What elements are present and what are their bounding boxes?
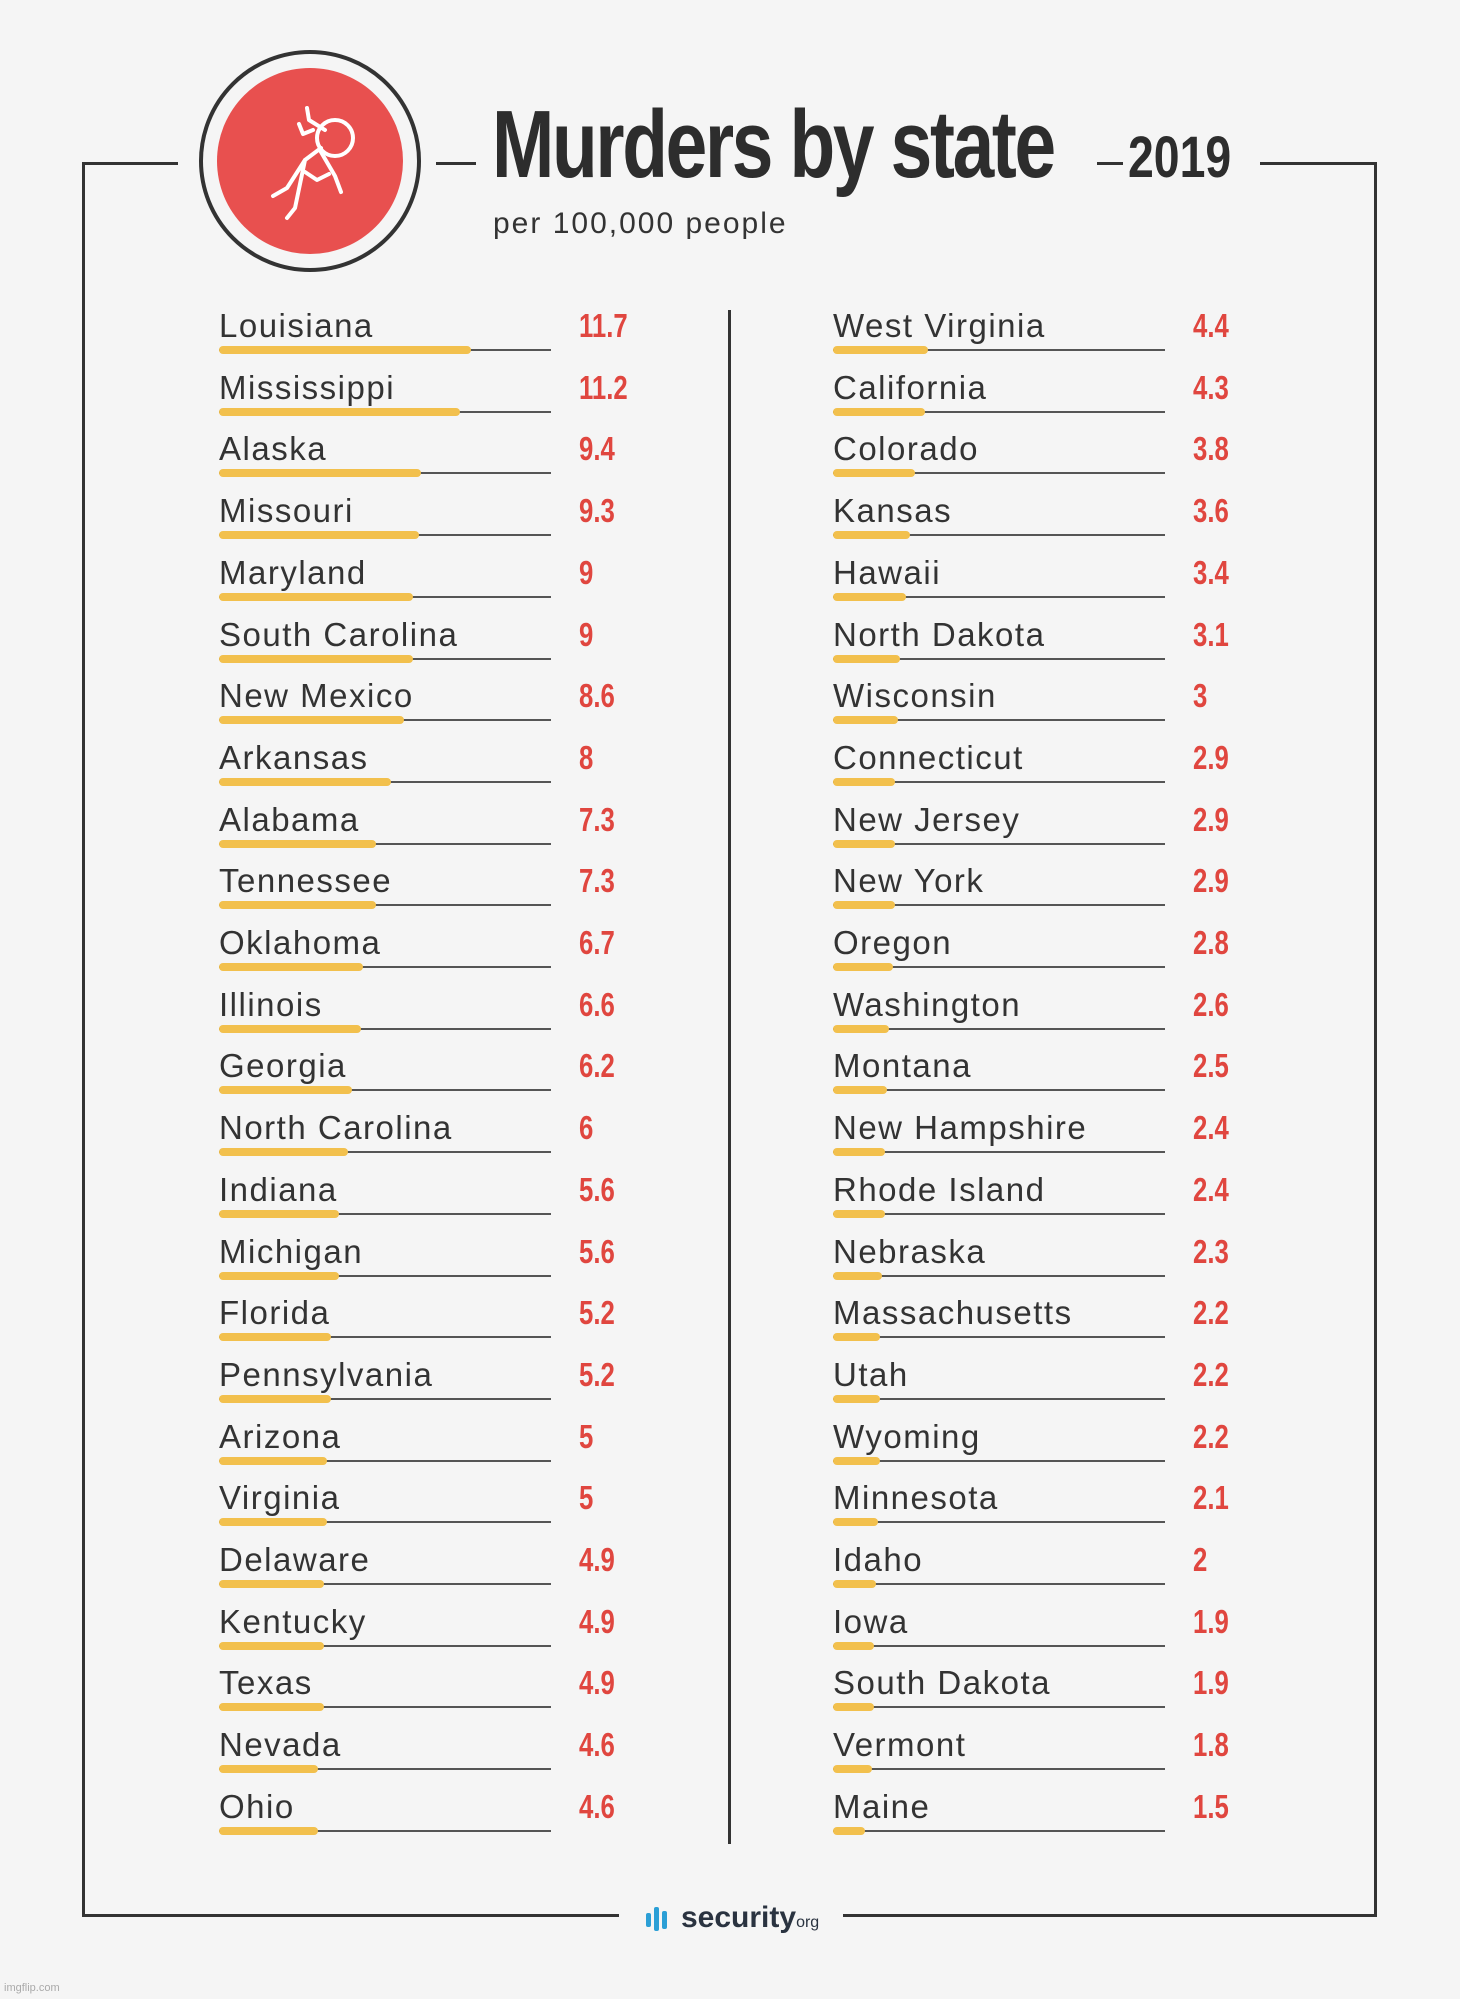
state-row — [219, 304, 639, 366]
state-name: New York — [833, 862, 985, 900]
state-value: 5.6 — [579, 1170, 615, 1208]
state-row — [833, 1661, 1253, 1723]
frame-left — [82, 162, 85, 1917]
state-row — [833, 859, 1253, 921]
state-row — [219, 674, 639, 736]
state-row — [833, 1476, 1253, 1538]
state-row — [833, 1600, 1253, 1662]
state-name: Mississippi — [219, 368, 396, 406]
frame-right — [1374, 162, 1377, 1917]
value-bar — [219, 1272, 339, 1280]
state-name: West Virginia — [833, 307, 1046, 344]
state-row — [833, 613, 1253, 675]
state-row — [833, 983, 1253, 1045]
state-name: Massachusetts — [833, 1294, 1073, 1332]
state-name: Arizona — [219, 1417, 342, 1455]
state-row — [833, 1291, 1253, 1353]
state-row — [219, 427, 639, 489]
state-value: 3.1 — [1193, 615, 1229, 653]
state-row — [833, 1044, 1253, 1106]
brand-suffix: org — [796, 1914, 820, 1931]
state-name: Wisconsin — [833, 677, 997, 715]
state-value: 5.2 — [579, 1355, 615, 1393]
state-row — [833, 736, 1253, 798]
state-row — [219, 921, 639, 983]
state-value: 1.5 — [1193, 1787, 1229, 1825]
state-value: 8 — [579, 738, 594, 776]
state-name: Pennsylvania — [219, 1355, 434, 1393]
state-row — [833, 304, 1253, 366]
state-row — [833, 1230, 1253, 1292]
state-row — [833, 1353, 1253, 1415]
state-row — [219, 736, 639, 798]
security-bars-icon — [645, 1903, 673, 1933]
value-bar — [219, 1457, 327, 1465]
state-name: Oregon — [833, 924, 953, 961]
state-value: 3.6 — [1193, 492, 1229, 530]
state-name: South Dakota — [833, 1664, 1051, 1702]
value-bar — [833, 1580, 876, 1588]
state-value: 5 — [579, 1479, 594, 1517]
value-bar — [219, 1580, 324, 1588]
value-bar — [219, 1765, 318, 1773]
state-name: Indiana — [219, 1170, 338, 1208]
value-bar — [219, 1210, 339, 1218]
state-name: Nevada — [219, 1726, 342, 1764]
image-credit: imgflip.com — [4, 1982, 60, 1994]
value-bar — [219, 1395, 331, 1403]
state-name: Delaware — [219, 1541, 371, 1578]
state-name: Maine — [833, 1787, 931, 1825]
value-bar — [833, 1148, 885, 1156]
state-value: 2.6 — [1193, 985, 1229, 1023]
state-value: 11.2 — [579, 368, 628, 406]
row-rule — [833, 1336, 1165, 1338]
row-rule — [833, 1460, 1165, 1462]
brand-logo — [645, 1898, 819, 1938]
state-row — [219, 1353, 639, 1415]
value-bar — [219, 963, 363, 971]
state-name: Alaska — [219, 430, 328, 468]
state-value: 2.2 — [1193, 1294, 1229, 1332]
frame-title-dash-2 — [1097, 162, 1123, 165]
value-bar — [219, 655, 413, 663]
row-rule — [833, 1398, 1165, 1400]
state-value: 9.3 — [579, 492, 615, 530]
value-bar — [219, 1518, 327, 1526]
state-row — [219, 1723, 639, 1785]
value-bar — [833, 593, 906, 601]
row-rule — [833, 1706, 1165, 1708]
value-bar — [219, 840, 376, 848]
state-row — [833, 1106, 1253, 1168]
state-name: Kentucky — [219, 1602, 367, 1640]
state-row — [219, 366, 639, 428]
value-bar — [833, 346, 928, 354]
state-value: 6 — [579, 1109, 594, 1147]
state-name: Idaho — [833, 1541, 924, 1578]
state-row — [833, 921, 1253, 983]
value-bar — [833, 840, 895, 848]
state-row — [219, 1415, 639, 1477]
state-name: Wyoming — [833, 1417, 981, 1455]
state-name: Maryland — [219, 553, 367, 591]
value-bar — [833, 716, 898, 724]
state-row — [833, 551, 1253, 613]
state-value: 2.8 — [1193, 924, 1229, 961]
page-title: Murders by state — [492, 91, 1054, 198]
row-rule — [833, 1645, 1165, 1647]
state-value: 6.7 — [579, 924, 615, 961]
value-bar — [833, 1272, 882, 1280]
state-name: Iowa — [833, 1602, 909, 1640]
value-bar — [833, 901, 895, 909]
value-bar — [219, 1148, 348, 1156]
state-row — [833, 798, 1253, 860]
state-name: North Dakota — [833, 615, 1046, 653]
state-name: Montana — [833, 1047, 972, 1085]
chalk-outline-icon — [217, 68, 403, 254]
state-value: 7.3 — [579, 800, 615, 838]
value-bar — [219, 469, 421, 477]
state-row — [833, 427, 1253, 489]
state-name: New Hampshire — [833, 1109, 1088, 1147]
state-row — [219, 859, 639, 921]
value-bar — [833, 1210, 885, 1218]
value-bar — [833, 1457, 880, 1465]
subtitle: per 100,000 people — [493, 207, 788, 240]
state-value: 2.5 — [1193, 1047, 1229, 1085]
state-value: 2.9 — [1193, 738, 1229, 776]
frame-bottom-left — [82, 1914, 619, 1917]
state-name: Minnesota — [833, 1479, 999, 1517]
state-value: 4.3 — [1193, 368, 1229, 406]
state-name: Missouri — [219, 492, 354, 530]
state-value: 5 — [579, 1417, 594, 1455]
state-value: 1.9 — [1193, 1664, 1229, 1702]
state-value: 4.9 — [579, 1541, 615, 1578]
state-row — [219, 1230, 639, 1292]
state-name: North Carolina — [219, 1109, 453, 1147]
state-value: 9.4 — [579, 430, 615, 468]
state-value: 7.3 — [579, 862, 615, 900]
state-name: Georgia — [219, 1047, 347, 1085]
state-row — [833, 489, 1253, 551]
state-name: Washington — [833, 985, 1022, 1023]
state-name: Texas — [219, 1664, 313, 1702]
state-value: 3.4 — [1193, 553, 1229, 591]
state-name: Louisiana — [219, 307, 374, 344]
state-name: Kansas — [833, 492, 953, 530]
value-bar — [219, 408, 460, 416]
state-name: Illinois — [219, 985, 323, 1023]
state-row — [833, 674, 1253, 736]
state-row — [833, 1538, 1253, 1600]
state-value: 2.4 — [1193, 1109, 1229, 1147]
frame-top-right — [1260, 162, 1377, 165]
state-row — [833, 1168, 1253, 1230]
state-row — [219, 1044, 639, 1106]
value-bar — [833, 1395, 880, 1403]
value-bar — [833, 963, 893, 971]
state-value: 1.8 — [1193, 1726, 1229, 1764]
state-value: 2.9 — [1193, 800, 1229, 838]
value-bar — [833, 408, 925, 416]
row-rule — [833, 1583, 1165, 1585]
value-bar — [219, 901, 376, 909]
state-value: 2.1 — [1193, 1479, 1229, 1517]
state-name: Alabama — [219, 800, 360, 838]
state-value: 4.6 — [579, 1787, 615, 1825]
frame-title-dash-1 — [436, 162, 476, 165]
value-bar — [833, 1827, 865, 1835]
row-rule — [833, 1768, 1165, 1770]
state-row — [219, 613, 639, 675]
value-bar — [833, 1333, 880, 1341]
value-bar — [833, 531, 910, 539]
state-name: Florida — [219, 1294, 331, 1332]
state-row — [833, 1785, 1253, 1847]
state-value: 6.6 — [579, 985, 615, 1023]
state-value: 6.2 — [579, 1047, 615, 1085]
state-value: 4.9 — [579, 1602, 615, 1640]
value-bar — [219, 1025, 361, 1033]
state-row — [219, 1661, 639, 1723]
state-row — [219, 1291, 639, 1353]
state-value: 2.9 — [1193, 862, 1229, 900]
frame-bottom-right — [843, 1914, 1377, 1917]
value-bar — [219, 1642, 324, 1650]
state-name: South Carolina — [219, 615, 459, 653]
state-row — [833, 1723, 1253, 1785]
state-value: 2.2 — [1193, 1355, 1229, 1393]
state-name: Nebraska — [833, 1232, 987, 1270]
state-name: Utah — [833, 1355, 909, 1393]
state-name: Ohio — [219, 1787, 295, 1825]
state-value: 4.6 — [579, 1726, 615, 1764]
state-row — [219, 1785, 639, 1847]
state-row — [219, 1600, 639, 1662]
state-row — [219, 798, 639, 860]
state-value: 3 — [1193, 677, 1208, 715]
value-bar — [219, 1827, 318, 1835]
state-row — [219, 983, 639, 1045]
value-bar — [833, 1642, 874, 1650]
state-value: 2 — [1193, 1541, 1208, 1578]
value-bar — [833, 655, 900, 663]
value-bar — [219, 778, 391, 786]
value-bar — [219, 593, 413, 601]
state-value: 2.3 — [1193, 1232, 1229, 1270]
value-bar — [219, 531, 419, 539]
row-rule — [833, 1830, 1165, 1832]
state-value: 8.6 — [579, 677, 615, 715]
state-row — [833, 1415, 1253, 1477]
row-rule — [833, 1275, 1165, 1277]
logo-badge — [199, 50, 421, 272]
value-bar — [219, 1086, 352, 1094]
state-name: Connecticut — [833, 738, 1024, 776]
state-value: 3.8 — [1193, 430, 1229, 468]
state-value: 1.9 — [1193, 1602, 1229, 1640]
brand-name: securityorg — [681, 1901, 820, 1934]
state-row — [219, 489, 639, 551]
state-value: 2.2 — [1193, 1417, 1229, 1455]
value-bar — [833, 1086, 887, 1094]
state-name: Arkansas — [219, 738, 369, 776]
frame-top-left — [82, 162, 178, 165]
state-name: New Jersey — [833, 800, 1021, 838]
value-bar — [833, 1518, 878, 1526]
value-bar — [833, 1703, 874, 1711]
column-divider — [728, 310, 731, 1844]
state-row — [219, 1168, 639, 1230]
state-name: Vermont — [833, 1726, 967, 1764]
state-row — [219, 1538, 639, 1600]
state-name: Hawaii — [833, 553, 942, 591]
state-name: Oklahoma — [219, 924, 382, 961]
state-row — [219, 551, 639, 613]
state-value: 11.7 — [579, 307, 628, 344]
state-value: 4.9 — [579, 1664, 615, 1702]
state-value: 9 — [579, 615, 594, 653]
state-row — [833, 366, 1253, 428]
state-value: 5.2 — [579, 1294, 615, 1332]
year-label: 2019 — [1128, 125, 1232, 190]
state-name: California — [833, 368, 988, 406]
state-row — [219, 1106, 639, 1168]
row-rule — [833, 1521, 1165, 1523]
state-row — [219, 1476, 639, 1538]
state-value: 9 — [579, 553, 594, 591]
state-value: 5.6 — [579, 1232, 615, 1270]
state-name: Colorado — [833, 430, 979, 468]
state-name: Virginia — [219, 1479, 341, 1517]
value-bar — [833, 469, 915, 477]
value-bar — [219, 346, 471, 354]
state-name: Tennessee — [219, 862, 393, 900]
value-bar — [219, 1333, 331, 1341]
value-bar — [219, 1703, 324, 1711]
state-value: 4.4 — [1193, 307, 1229, 344]
state-name: Rhode Island — [833, 1170, 1046, 1208]
value-bar — [833, 1025, 889, 1033]
state-value: 2.4 — [1193, 1170, 1229, 1208]
value-bar — [219, 716, 404, 724]
state-name: New Mexico — [219, 677, 414, 715]
state-name: Michigan — [219, 1232, 364, 1270]
value-bar — [833, 1765, 872, 1773]
value-bar — [833, 778, 895, 786]
